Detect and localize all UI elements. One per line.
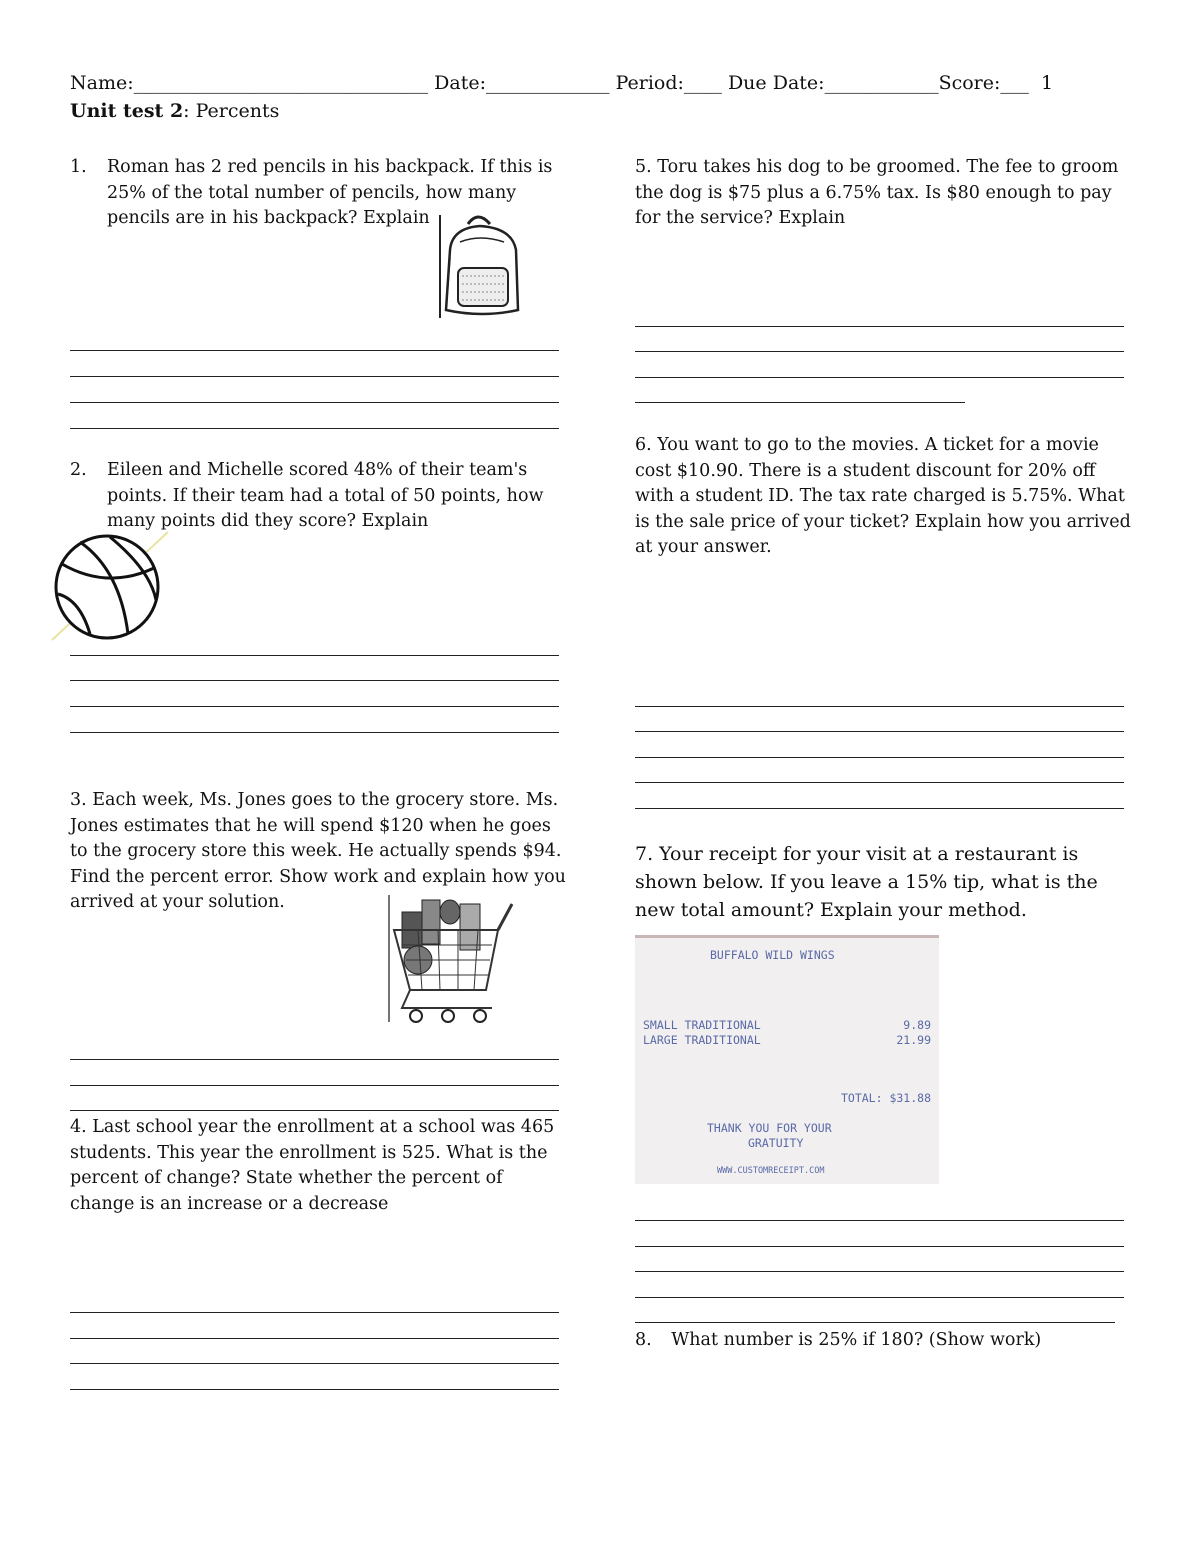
answer-line[interactable] — [635, 808, 1124, 809]
question-7: 7. Your receipt for your visit at a restaurant is shown below. If you leave a 15% tip, what is the new total amount? Explain your method. — [635, 843, 1098, 921]
score-blank[interactable]: ___ — [1000, 72, 1041, 94]
date-blank[interactable]: _____________ — [486, 72, 616, 94]
answer-line[interactable] — [635, 757, 1124, 758]
question-6: 6. You want to go to the movies. A ticket for a movie cost $10.90. There is a student discount for 20% off with a student ID. The tax rate charged is 5.75%. What is the sale price of your ticket? Explain how you arrived at your answer. — [635, 435, 1131, 557]
answer-line[interactable] — [70, 1338, 559, 1339]
question-1: 1. Roman has 2 red pencils in his backpack. If this is 25% of the total number of pencils, how many pencils are in his backpack? Explain — [70, 157, 553, 228]
name-blank[interactable]: _______________________________ — [133, 72, 435, 94]
receipt-thanks: GRATUITY — [748, 1136, 804, 1150]
answer-line[interactable] — [70, 655, 559, 656]
receipt-item-name: SMALL TRADITIONAL — [643, 1018, 761, 1032]
answer-line[interactable] — [70, 350, 559, 351]
answer-line[interactable] — [635, 351, 1124, 352]
header-row — [70, 72, 1140, 94]
answer-line[interactable] — [635, 1271, 1124, 1272]
answer-line[interactable] — [635, 1220, 1124, 1221]
period-label: Period: — [615, 72, 684, 94]
answer-line[interactable] — [70, 428, 559, 429]
period-blank[interactable]: ____ — [683, 72, 728, 94]
receipt-item-price: 9.89 — [903, 1018, 931, 1032]
answer-line[interactable] — [70, 402, 559, 403]
backpack-icon — [438, 210, 523, 320]
receipt-store-name: BUFFALO WILD WINGS — [710, 948, 835, 962]
date-label: Date: — [434, 72, 487, 94]
answer-line[interactable] — [70, 1363, 559, 1364]
receipt-item-name: LARGE TRADITIONAL — [643, 1033, 761, 1047]
answer-line[interactable] — [70, 680, 559, 681]
answer-line[interactable] — [70, 1059, 559, 1060]
answer-line[interactable] — [635, 706, 1124, 707]
answer-line[interactable] — [70, 1389, 559, 1390]
question-2: 2. Eileen and Michelle scored 48% of their team's points. If their team had a total of 50 points, how many points did they score? Explain — [70, 460, 544, 531]
page-number: 1 — [1040, 72, 1054, 94]
receipt-image — [635, 935, 939, 1184]
grocery-cart-icon — [388, 890, 518, 1025]
answer-line[interactable] — [70, 1110, 559, 1111]
question-4: 4. Last school year the enrollment at a school was 465 students. This year the enrollment is 525. What is the percent of change? State whether the percent of change is an increase or a decrease — [70, 1117, 555, 1214]
basketball-icon — [50, 530, 170, 645]
receipt-item-price: 21.99 — [896, 1033, 931, 1047]
answer-line[interactable] — [70, 706, 559, 707]
due-date-label: Due Date: — [727, 72, 825, 94]
answer-line[interactable] — [635, 1322, 1115, 1323]
receipt-total: TOTAL: $31.88 — [840, 1091, 931, 1105]
answer-line[interactable] — [635, 1297, 1124, 1298]
name-label: Name: — [70, 72, 134, 94]
answer-line[interactable] — [635, 402, 965, 403]
page-title: Unit test 2: Percents — [70, 100, 280, 122]
answer-line[interactable] — [70, 376, 559, 377]
answer-line[interactable] — [635, 731, 1124, 732]
due-date-blank[interactable]: ____________ — [824, 72, 939, 94]
score-label: Score: — [938, 72, 1001, 94]
question-5: 5. Toru takes his dog to be groomed. The fee to groom the dog is $75 plus a 6.75% tax. Is $80 enough to pay for the service? Explain — [635, 157, 1119, 228]
answer-line[interactable] — [635, 377, 1124, 378]
question-3: 3. Each week, Ms. Jones goes to the grocery store. Ms. Jones estimates that he will spend $120 when he goes to the grocery store this week. He actually spends $94. Find the percent error. Show work and explain how you arrived at your solution. — [70, 790, 566, 912]
receipt-website: WWW.CUSTOMRECEIPT.COM — [717, 1166, 825, 1176]
answer-line[interactable] — [635, 782, 1124, 783]
question-8: 8. What number is 25% if 180? (Show work) — [635, 1330, 1042, 1350]
answer-line[interactable] — [70, 1312, 559, 1313]
answer-line[interactable] — [635, 326, 1124, 327]
answer-line[interactable] — [635, 1246, 1124, 1247]
answer-line[interactable] — [70, 732, 559, 733]
receipt-thanks: THANK YOU FOR YOUR — [707, 1121, 832, 1135]
answer-line[interactable] — [70, 1085, 559, 1086]
